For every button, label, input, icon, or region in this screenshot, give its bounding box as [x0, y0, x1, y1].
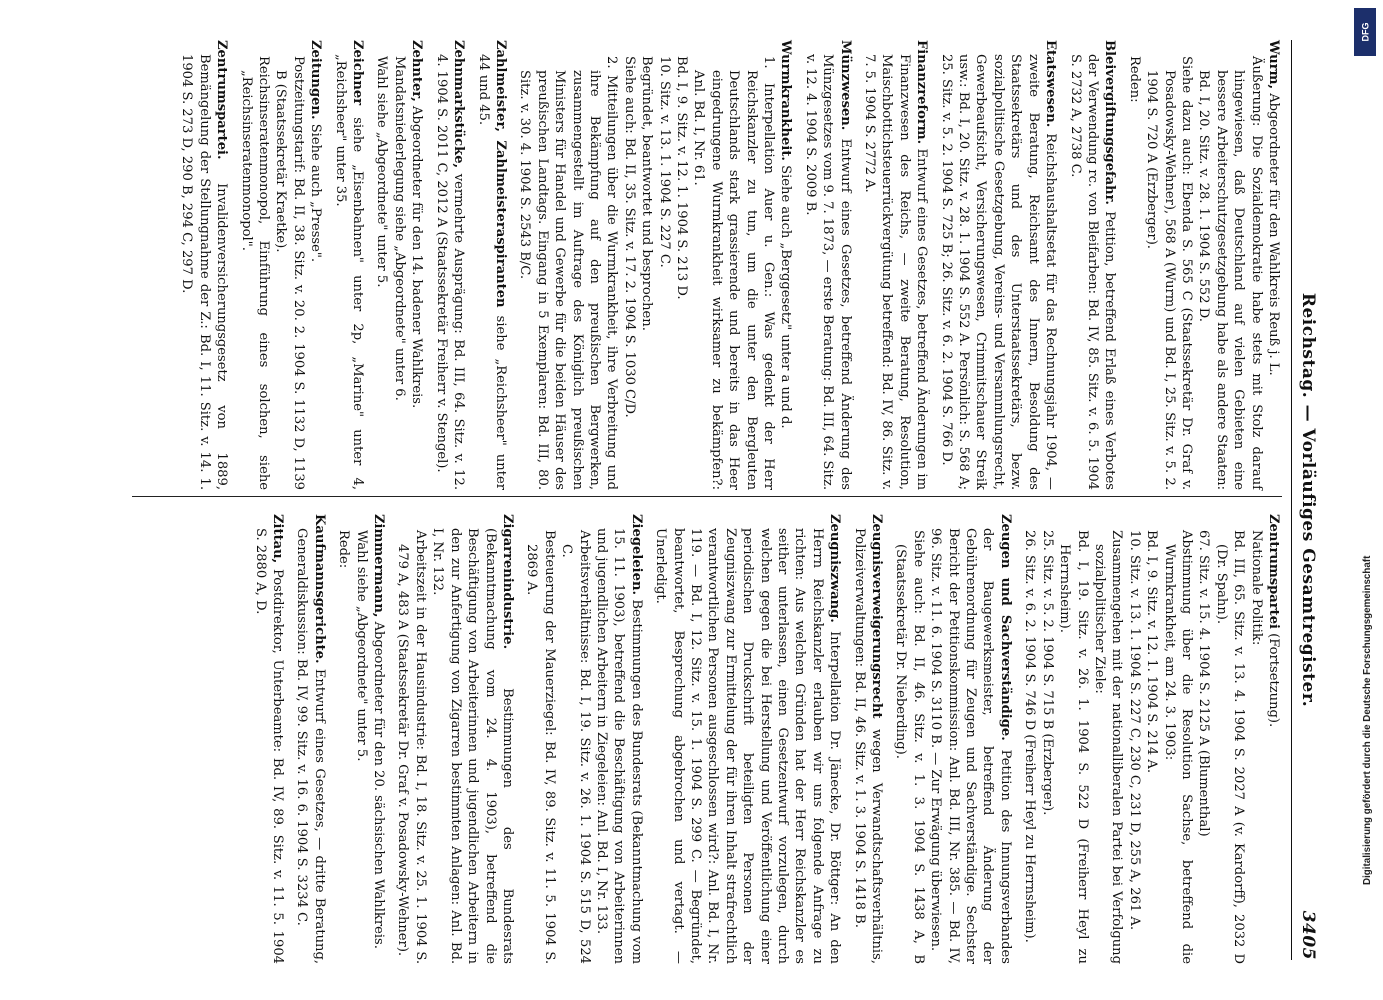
register-entry — [1021, 514, 1282, 964]
entry-text: Siehe auch: Bd. II, 35. Sitz. v. 17. 2. 1904 S. 1030 C/D. — [621, 56, 637, 418]
entry-line — [237, 40, 272, 490]
entry-line — [432, 40, 467, 490]
register-entry — [850, 514, 885, 964]
entry-keyword: Zehnter, — [409, 40, 425, 102]
entry-text: Abgeordneter für den Wahlkreis Reuß j. L. — [1266, 93, 1281, 376]
entry-keyword: Zeitungen. — [308, 40, 324, 120]
entry-line — [1125, 514, 1142, 964]
register-entry — [801, 40, 853, 490]
entry-line — [391, 40, 408, 490]
entry-line — [1195, 40, 1265, 490]
entry-keyword: Wurmkrankheit. — [778, 40, 794, 161]
entry-line — [1160, 514, 1195, 964]
entry-keyword: Wurm, — [1266, 40, 1281, 90]
entry-text: Abstimmung über die Resolution Sachse, betreffend die Wurmkrankheit, am 24. 3. 1903: — [1161, 530, 1194, 964]
register-entry — [523, 514, 645, 964]
rotated-page — [40, 20, 1360, 980]
entry-keyword: Zeugnisverweigerungsrecht — [869, 514, 885, 719]
entry-keyword: Zahlmeister, Zahlmeisteraspiranten — [492, 40, 508, 308]
entry-text: Postdirektor, Unterbeamte: Bd. IV, 89. Sitz. v. 11. 5. 1904 S. 2880 A, D. — [252, 528, 286, 964]
entry-line — [673, 40, 690, 490]
entry-text: Reden: — [1126, 56, 1142, 103]
entry-keyword: Zentrumspartei — [1266, 514, 1281, 629]
entry-line — [474, 40, 509, 490]
register-entry — [335, 514, 387, 964]
entry-line — [593, 514, 645, 964]
entry-keyword: Zeichner — [350, 40, 366, 106]
entry-keyword: Zehnmarkstücke, — [451, 40, 467, 169]
entry-line — [1247, 514, 1264, 964]
entry-text: Besteuerung der Mauerziegel: Bd. IV, 89. Sitz. v. 11. 5. 1904 S. 2869 A. — [524, 530, 557, 964]
entry-line — [1143, 514, 1160, 964]
entry-line — [1091, 514, 1126, 964]
register-entry — [861, 40, 931, 490]
entry-line — [801, 40, 853, 490]
entry-text: wegen Verwandtschaftsverhältnis, Polizeiverwaltungen: Bd. II, 46. Sitz. v. 1. 3. 1904 S. 1418 B. — [851, 528, 885, 964]
register-entry — [937, 40, 1059, 490]
entry-text: Entwurf eines Gesetzes, betreffend Änderungen im Finanzwesen des Reichs, — zweite Beratung, Resolution, Maischbottichsteuerrückvergütung betreffend: Bd. IV, 86. Sitz. v. 7. 5. 1904 S. 2772 A. — [862, 54, 930, 490]
entry-keyword: Finanzreform. — [914, 40, 930, 145]
entry-line — [937, 40, 1059, 490]
entry-text: vermehrte Ausprägung: Bd. III, 64. Sitz. v. 12. 4. 1904 S. 2011 C, 2012 A (Staatssekretär Freiherr v. Stengel). — [433, 54, 467, 491]
entry-line — [373, 40, 390, 490]
entry-line — [307, 40, 324, 490]
entry-keyword: Etatswesen. — [1043, 40, 1059, 128]
dfg-logo: DFG — [1354, 8, 1376, 56]
digitization-sidebar — [1348, 0, 1383, 1000]
entry-text: siehe „Eisenbahnen" unter 2p, „Marine" unter 4, „Reichsheer" unter 35. — [332, 54, 366, 490]
left-column — [171, 40, 1282, 490]
entry-text: Bestimmungen des Bundesrats (Bekanntmachung vom 15. 11. 1903), betreffend die Beschäftigung von Arbeiterinnen und jugendlichen Arbeitern in Ziegeleien: Anl. Bd. I, Nr. 133. — [593, 528, 644, 964]
entry-keyword: Zentrumspartei. — [214, 40, 230, 160]
entry-text: Nationale Politik: — [1248, 530, 1264, 646]
entry-line — [272, 40, 307, 490]
entry-line — [1195, 514, 1212, 964]
entry-text: Bd. I, 19. Sitz. v. 26. 1. 1904 S. 522 D (Freiherr Heyl zu Herrnsheim). — [1057, 530, 1090, 964]
entry-text: Bd. I, 9. Sitz. v. 12. 1. 1904 S. 213 D. — [674, 56, 689, 300]
entry-line — [1265, 514, 1282, 964]
register-entry — [178, 40, 230, 490]
column-divider — [132, 496, 1282, 497]
entry-line — [394, 514, 429, 964]
entry-line — [293, 514, 328, 964]
register-entry — [432, 40, 467, 490]
entry-line — [638, 40, 655, 490]
entry-keyword: Zimmermann, — [371, 514, 387, 618]
entry-text: Interpellation Dr. Jänecke, Dr. Böttger: An den Herrn Reichskanzler erlauben wir uns folgende Anfrage zu richten: Aus welchen Gründen hat der Herr Reichskanzler es seither unterlassen, einen Gesetzentwurf vorzulegen, durch welchen gegen die bei Herstellung und Veröffentlichung einer periodischen Druckschrift beteiligten Personen der Zeugniszwang zur Ermittelung der für ihren Inhalt strafrechtlich verantwortlichen Personen ausgeschlossen wird?: Anl. Bd. I, Nr. 119. — Bd. I, 12. Sitz. v. 15. 1. 1904 S. 299 C. — Begründet, beantwortet, Besprechung abgebrochen und vertagt. — Unerledigt. — [653, 528, 843, 964]
running-title: Reichstag. — Vorläufiges Gesamtregister. — [1298, 292, 1318, 708]
entry-text: Mandatsniederlegung siehe „Abgeordnete" unter 6. — [391, 56, 407, 401]
entry-text: 26. Sitz. v. 6. 2. 1904 S. 746 D (Freiherr Heyl zu Herrnsheim). — [1022, 530, 1038, 943]
entry-line — [523, 514, 558, 964]
entry-text: Bd. I, 9. Sitz. v. 12. 1. 1904 S. 214 A. — [1144, 530, 1160, 774]
entry-text: Siehe dazu auch: Ebenda S. 565 C (Staatssekretär Dr. Graf v. Posadowsky-Wehner), 568 A (Wurm) und Bd. I, 25. Sitz. v. 5. 2. 1904 S. 720 A (Erzberger). — [1144, 56, 1194, 490]
entry-text: 10. Sitz. v. 13. 1. 1904 S. 227 C, 230 C, 231 D, 255 A, 261 A. — [1126, 530, 1142, 931]
entry-keyword: Münzwesen. — [837, 40, 853, 131]
register-entry — [293, 514, 328, 964]
entry-line — [850, 514, 885, 964]
entry-text: Siehe auch: Bd. II, 46. Sitz. v. 1. 3. 1904 S. 1438 A, B (Staatssekretär Dr. Nieberding). — [893, 530, 926, 964]
entry-line — [655, 40, 672, 490]
entry-line — [892, 514, 927, 964]
entry-line — [558, 514, 593, 964]
entry-text: 2. Mitteilungen über die Wurmkrankheit, ihre Verbreitung und ihre Bekämpfung auf den preußischen Bergwerken, zusammengestellt im Auftrage des Königlich preußischen Ministers für Handel und Gewerbe für die beiden Häuser des preußischen Landtags. Eingang in 5 Exemplaren: Bd. III, 80. Sitz. v. 30. 4. 1904 S. 2543 B/C. — [517, 56, 620, 490]
entry-line — [777, 40, 794, 490]
entry-text: Siehe auch „Berggesetz" unter a und d. — [778, 165, 794, 429]
register-entry — [892, 514, 1014, 964]
entry-line — [335, 514, 352, 964]
entry-text: siehe „Reichsheer" unter 44 und 45. — [475, 54, 508, 491]
entry-line — [516, 40, 620, 490]
document-page — [40, 20, 1360, 980]
entry-line — [690, 40, 777, 490]
entry-line — [429, 514, 516, 964]
entry-text: Entwurf eines Gesetzes, betreffend Änderung des Münzgesetzes vom 9. 7. 1873, — erste Beratung: Bd. III, 64. Sitz. v. 12. 4. 1904 S. 2009 B. — [802, 54, 853, 490]
entry-keyword: Zittau, — [270, 514, 286, 564]
entry-line — [251, 514, 286, 964]
entry-text: Abgeordneter für den 14. badener Wahlkreis. — [409, 105, 425, 409]
entry-keyword: Zeugen und Sachverständige. — [997, 514, 1013, 741]
entry-line — [370, 514, 387, 964]
entry-text: Siehe auch „Presse". — [308, 123, 324, 263]
entry-line — [1056, 514, 1091, 964]
entry-keyword: Kaufmannsgerichte. — [311, 514, 327, 664]
entry-text: Abgeordneter für den 20. sächsischen Wahlkreis. — [371, 621, 387, 949]
entry-line — [1021, 514, 1038, 964]
entry-text: Bestimmungen des Bundesrats (Bekanntmachung vom 24. 4. 1903), betreffend die Beschäftigung von Arbeiterinnen und jugendlichen Arbeitern in den zur Anfertigung von Zigarren bestimmten Anlagen: Anl. Bd. I, Nr. 132. — [430, 528, 515, 964]
entry-line — [1143, 40, 1195, 490]
entry-line — [927, 514, 1014, 964]
entry-text: Invalidenversicherungsgesetz von 1889, Bemängelung der Stellungnahme der Z.: Bd. I, 11. Sitz. v. 14. 1. 1904 S. 273 D, 290 B, 294 C, 297 D. — [179, 54, 230, 490]
register-entry — [1066, 40, 1118, 490]
entry-text: Begründet, beantwortet und besprochen. — [639, 56, 655, 331]
entry-text: 25. Sitz. v. 5. 2. 1904 S. 715 B (Erzberger). — [1039, 530, 1055, 816]
entry-line — [1038, 514, 1055, 964]
register-entry — [331, 40, 366, 490]
entry-line — [352, 514, 369, 964]
register-entry — [394, 514, 516, 964]
entry-text: Postzeitungstarif: Bd. II, 38. Sitz. v. 20. 2. 1904 S. 1132 D, 1139 B (Staatssekretär Kraetke). — [273, 56, 306, 490]
entry-text: Petition, betreffend Erlaß eines Verbotes der Verwendung rc. von Bleifarben: Bd. IV, 85. Sitz. v. 6. 5. 1904 S. 2732 A, 2738 C. — [1067, 54, 1118, 490]
entry-keyword: Zigarrenindustrie. — [499, 514, 515, 650]
entry-text: Arbeitszeit in der Hausindustrie: Bd. I, 18. Sitz. v. 25. 1. 1904 S. 479 A, 483 A (Staatssekretär Dr. Graf v. Posadowsky-Wehner). — [395, 530, 428, 964]
register-entry — [237, 40, 324, 490]
entry-text: Reichsinseratenmonopol, Einführung eines solchen, siehe „Reichsinseratenmonopol". — [238, 56, 272, 490]
entry-line — [1212, 514, 1247, 964]
page-number: 3405 — [1298, 910, 1318, 960]
register-entry — [251, 514, 286, 964]
entry-text: Petition des Innungsverbandes der Baugewerksmeister, betreffend Änderung der Gebührenordnung für Zeugen und Sachverständige. Sechster Bericht der Petitionskommission: Anl. Bd. III, Nr. 385. — Bd. IV, 96. Sitz. v. 11. 6. 1904 S. 3110 B. — Zur Erwägung überwiesen. — [928, 528, 1013, 964]
entry-text: (Fortsetzung). — [1266, 633, 1281, 728]
entry-text: Rede: — [336, 530, 352, 569]
right-column — [244, 514, 1282, 964]
entry-text: Äußerung: Die Sozialdemokratie habe stets mit Stolz darauf hingewiesen, daß Deutschland auf vielen Gebieten eine bessere Arbeiterschutzgesetzgebung habe als andere Staaten: Bd. I, 20. Sitz. v. 28. 1. 1904 S. 552 D. — [1196, 56, 1264, 490]
entry-text: 67. Sitz. v. 15. 4. 1904 S. 2125 A (Blumenthal) — [1196, 530, 1212, 837]
register-entry — [373, 40, 425, 490]
register-entry — [516, 40, 795, 490]
entry-line — [620, 40, 637, 490]
entry-keyword: Bleivergiftungsgefahr. — [1102, 40, 1118, 205]
entry-text: Bd. III, 65. Sitz. v. 13. 4. 1904 S. 2027 A (v. Kardorff), 2032 D (Dr. Spahn). — [1213, 530, 1247, 964]
entry-line — [408, 40, 425, 490]
register-entry — [1125, 40, 1282, 490]
entry-text: Wahl siehe „Abgeordnete" unter 5. — [353, 530, 369, 762]
entry-text: 10. Sitz. v. 13. 1. 1904 S. 227 C. — [656, 56, 672, 268]
entry-line — [652, 514, 843, 964]
entry-line — [1066, 40, 1118, 490]
entry-text: Entwurf eines Gesetzes, — dritte Beratung, Generaldiskussion: Bd. IV, 99. Sitz. v. 16. 6. 1904 S. 3234 C. — [294, 528, 327, 964]
entry-keyword: Zeugniszwang. — [827, 514, 843, 623]
entry-line — [1125, 40, 1142, 490]
entry-line — [331, 40, 366, 490]
entry-text: Arbeitsverhältnisse: Bd. I, 19. Sitz. v. 26. 1. 1904 S. 515 D, 524 C. — [559, 530, 592, 964]
entry-line — [178, 40, 230, 490]
entry-line — [1265, 40, 1282, 490]
entry-text: Reichshaushaltsetat für das Rechnungsjahr 1904, — zweite Beratung, Reichsamt des Innern, Besoldung des Staatssekretärs und des Unterstaatssekretärs, bezw. sozialpolitische Gesetzgebung, Vereins- und Versammlungsrecht, Gewerbeaufsicht, Versicherungswesen, Crimmitschauer Streik usw.: Bd. I, 20. Sitz. v. 28. 1. 1904 S. 552 A. Persönlich: S. 568 A; 25. Sitz. v. 5. 2. 1904 S. 725 B; 26. Sitz. v. 6. 2. 1904 S. 766 D. — [938, 54, 1059, 490]
digitization-note: Digitalisierung gefördert durch die Deutsche Forschungsgemeinschaft — [1362, 555, 1373, 885]
entry-text: Wahl siehe „Abgeordnete" unter 5. — [374, 56, 390, 288]
register-entry — [652, 514, 843, 964]
entry-line — [861, 40, 931, 490]
page-header — [1291, 40, 1322, 960]
entry-text: Zusammengehen mit der nationalliberalen Partei bei Verfolgung sozialpolitischer Ziele: — [1091, 530, 1125, 964]
register-entry — [474, 40, 509, 490]
entry-text: 1. Interpellation Auer u. Gen.: Was gedenkt der Herr Reichskanzler zu tun, um die unter den Bergleuten Deutschlands stark grassierende und bereits in das Heer eingedrungene Wurmkrankheit wirksamer zu bekämpfen?: Anl. Bd. I, Nr. 61. — [691, 56, 777, 490]
entry-keyword: Ziegeleien. — [628, 514, 644, 596]
